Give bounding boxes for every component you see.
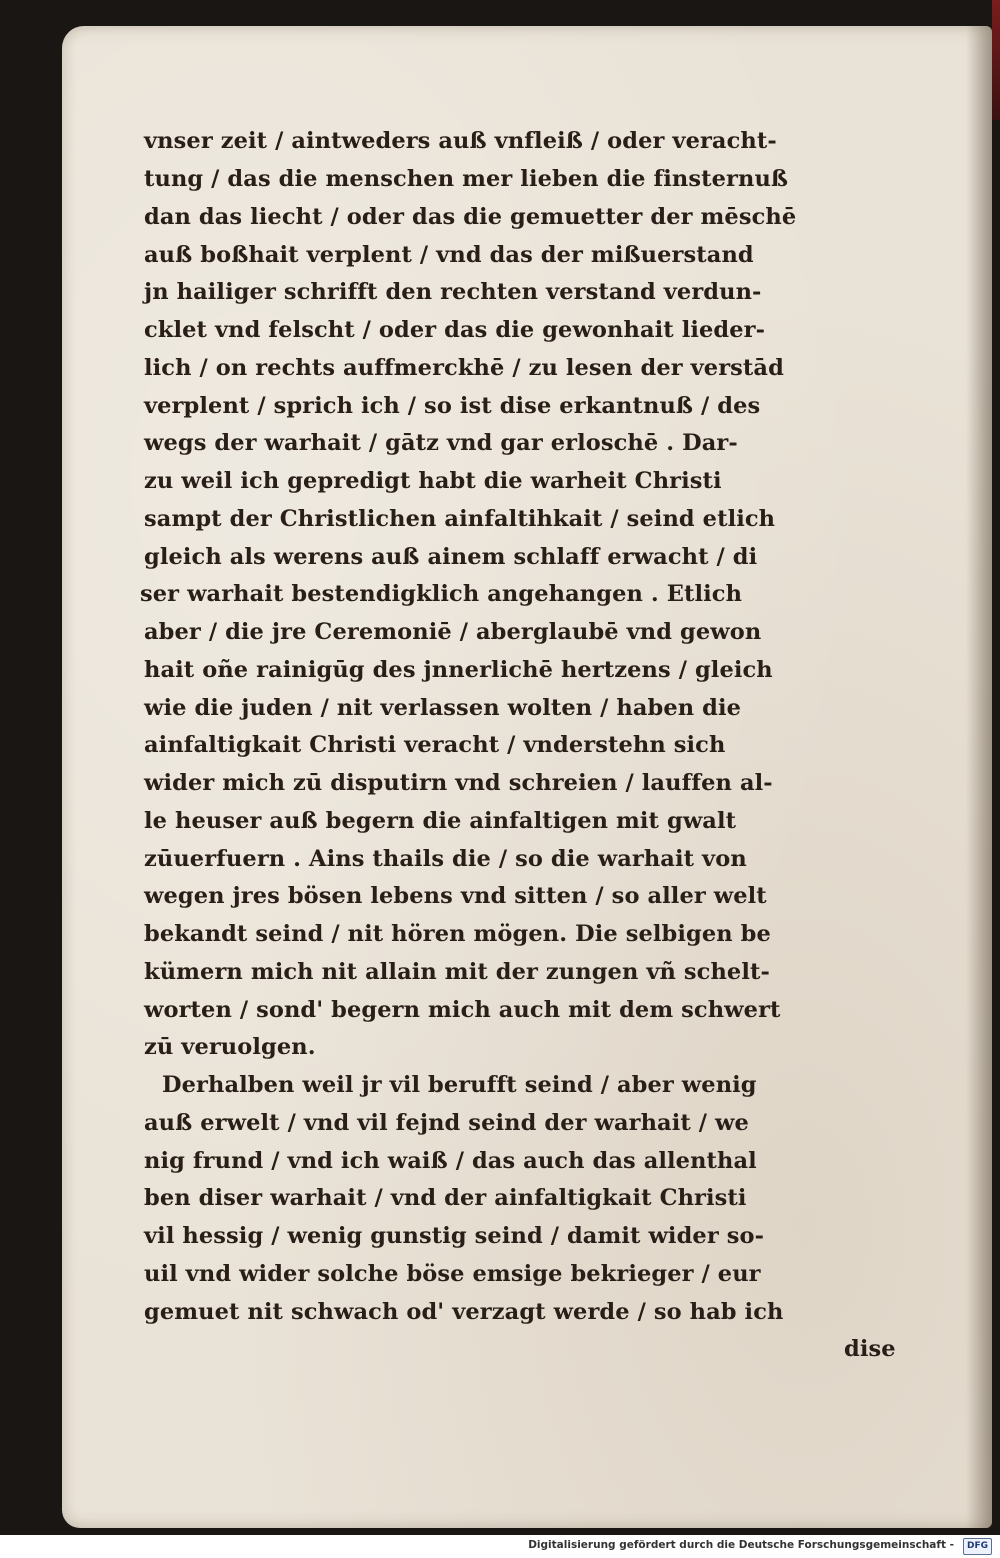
book-cover-edge xyxy=(992,0,1000,120)
text-line: tung / das die menschen mer lieben die finsternuß xyxy=(144,166,789,192)
text-line: zu weil ich gepredigt habt die warheit Christi xyxy=(144,468,722,494)
text-line: Derhalben weil jr vil berufft seind / aber wenig xyxy=(162,1072,757,1098)
text-line: ben diser warhait / vnd der ainfaltigkait Christi xyxy=(144,1185,747,1211)
text-line: sampt der Christlichen ainfaltihkait / seind etlich xyxy=(144,506,776,532)
text-line: le heuser auß begern die ainfaltigen mit gwalt xyxy=(144,808,737,834)
text-line: wider mich zū disputirn vnd schreien / lauffen al- xyxy=(144,770,773,796)
text-line: kümern mich nit allain mit der zungen vñ schelt- xyxy=(144,959,770,985)
text-line: dan das liecht / oder das die gemuetter der mēschē xyxy=(144,204,797,230)
text-line: auß boßhait verplent / vnd das der mißuerstand xyxy=(144,242,754,268)
text-line: zūuerfuern . Ains thails die / so die warhait von xyxy=(144,846,747,872)
funding-note: Digitalisierung gefördert durch die Deutsche Forschungsgemeinschaft - xyxy=(528,1539,954,1551)
text-line: worten / sond' begern mich auch mit dem schwert xyxy=(144,997,781,1023)
text-line: gleich als werens auß ainem schlaff erwacht / di xyxy=(144,544,758,570)
text-line: aber / die jre Ceremoniē / aberglaubē vnd gewon xyxy=(144,619,762,645)
text-line: vnser zeit / aintweders auß vnfleiß / oder veracht- xyxy=(144,128,777,154)
text-line: hait oñe rainigūg des jnnerlichē hertzens / gleich xyxy=(144,657,773,683)
text-line: ainfaltigkait Christi veracht / vnderstehn sich xyxy=(144,732,726,758)
dfg-logo: DFG xyxy=(963,1538,992,1555)
text-line: zū veruolgen. xyxy=(144,1034,316,1060)
page-gutter-shadow xyxy=(966,26,992,1528)
text-line: wie die juden / nit verlassen wolten / haben die xyxy=(144,695,742,721)
text-line: wegen jres bösen lebens vnd sitten / so aller welt xyxy=(144,883,767,909)
text-line: vil hessig / wenig gunstig seind / damit wider so- xyxy=(144,1223,765,1249)
text-line: gemuet nit schwach od' verzagt werde / so hab ich xyxy=(144,1299,784,1325)
text-line: ser warhait bestendigklich angehangen . Etlich xyxy=(140,581,743,607)
text-line: verplent / sprich ich / so ist dise erkantnuß / des xyxy=(144,393,761,419)
text-line: bekandt seind / nit hören mögen. Die selbigen be xyxy=(144,921,771,947)
text-line: cklet vnd felscht / oder das die gewonhait lieder- xyxy=(144,317,766,343)
text-line: wegs der warhait / gātz vnd gar erloschē . Dar- xyxy=(144,430,738,456)
text-line: auß erwelt / vnd vil fejnd seind der warhait / we xyxy=(144,1110,749,1136)
text-line: nig frund / vnd ich waiß / das auch das allenthal xyxy=(144,1148,757,1174)
text-line: uil vnd wider solche böse emsige bekrieger / eur xyxy=(144,1261,761,1287)
digitization-footer xyxy=(0,1535,1000,1558)
catchword: dise xyxy=(844,1336,896,1362)
text-line: lich / on rechts auffmerckhē / zu lesen der verstād xyxy=(144,355,784,381)
text-line: jn hailiger schrifft den rechten verstand verdun- xyxy=(144,279,762,305)
